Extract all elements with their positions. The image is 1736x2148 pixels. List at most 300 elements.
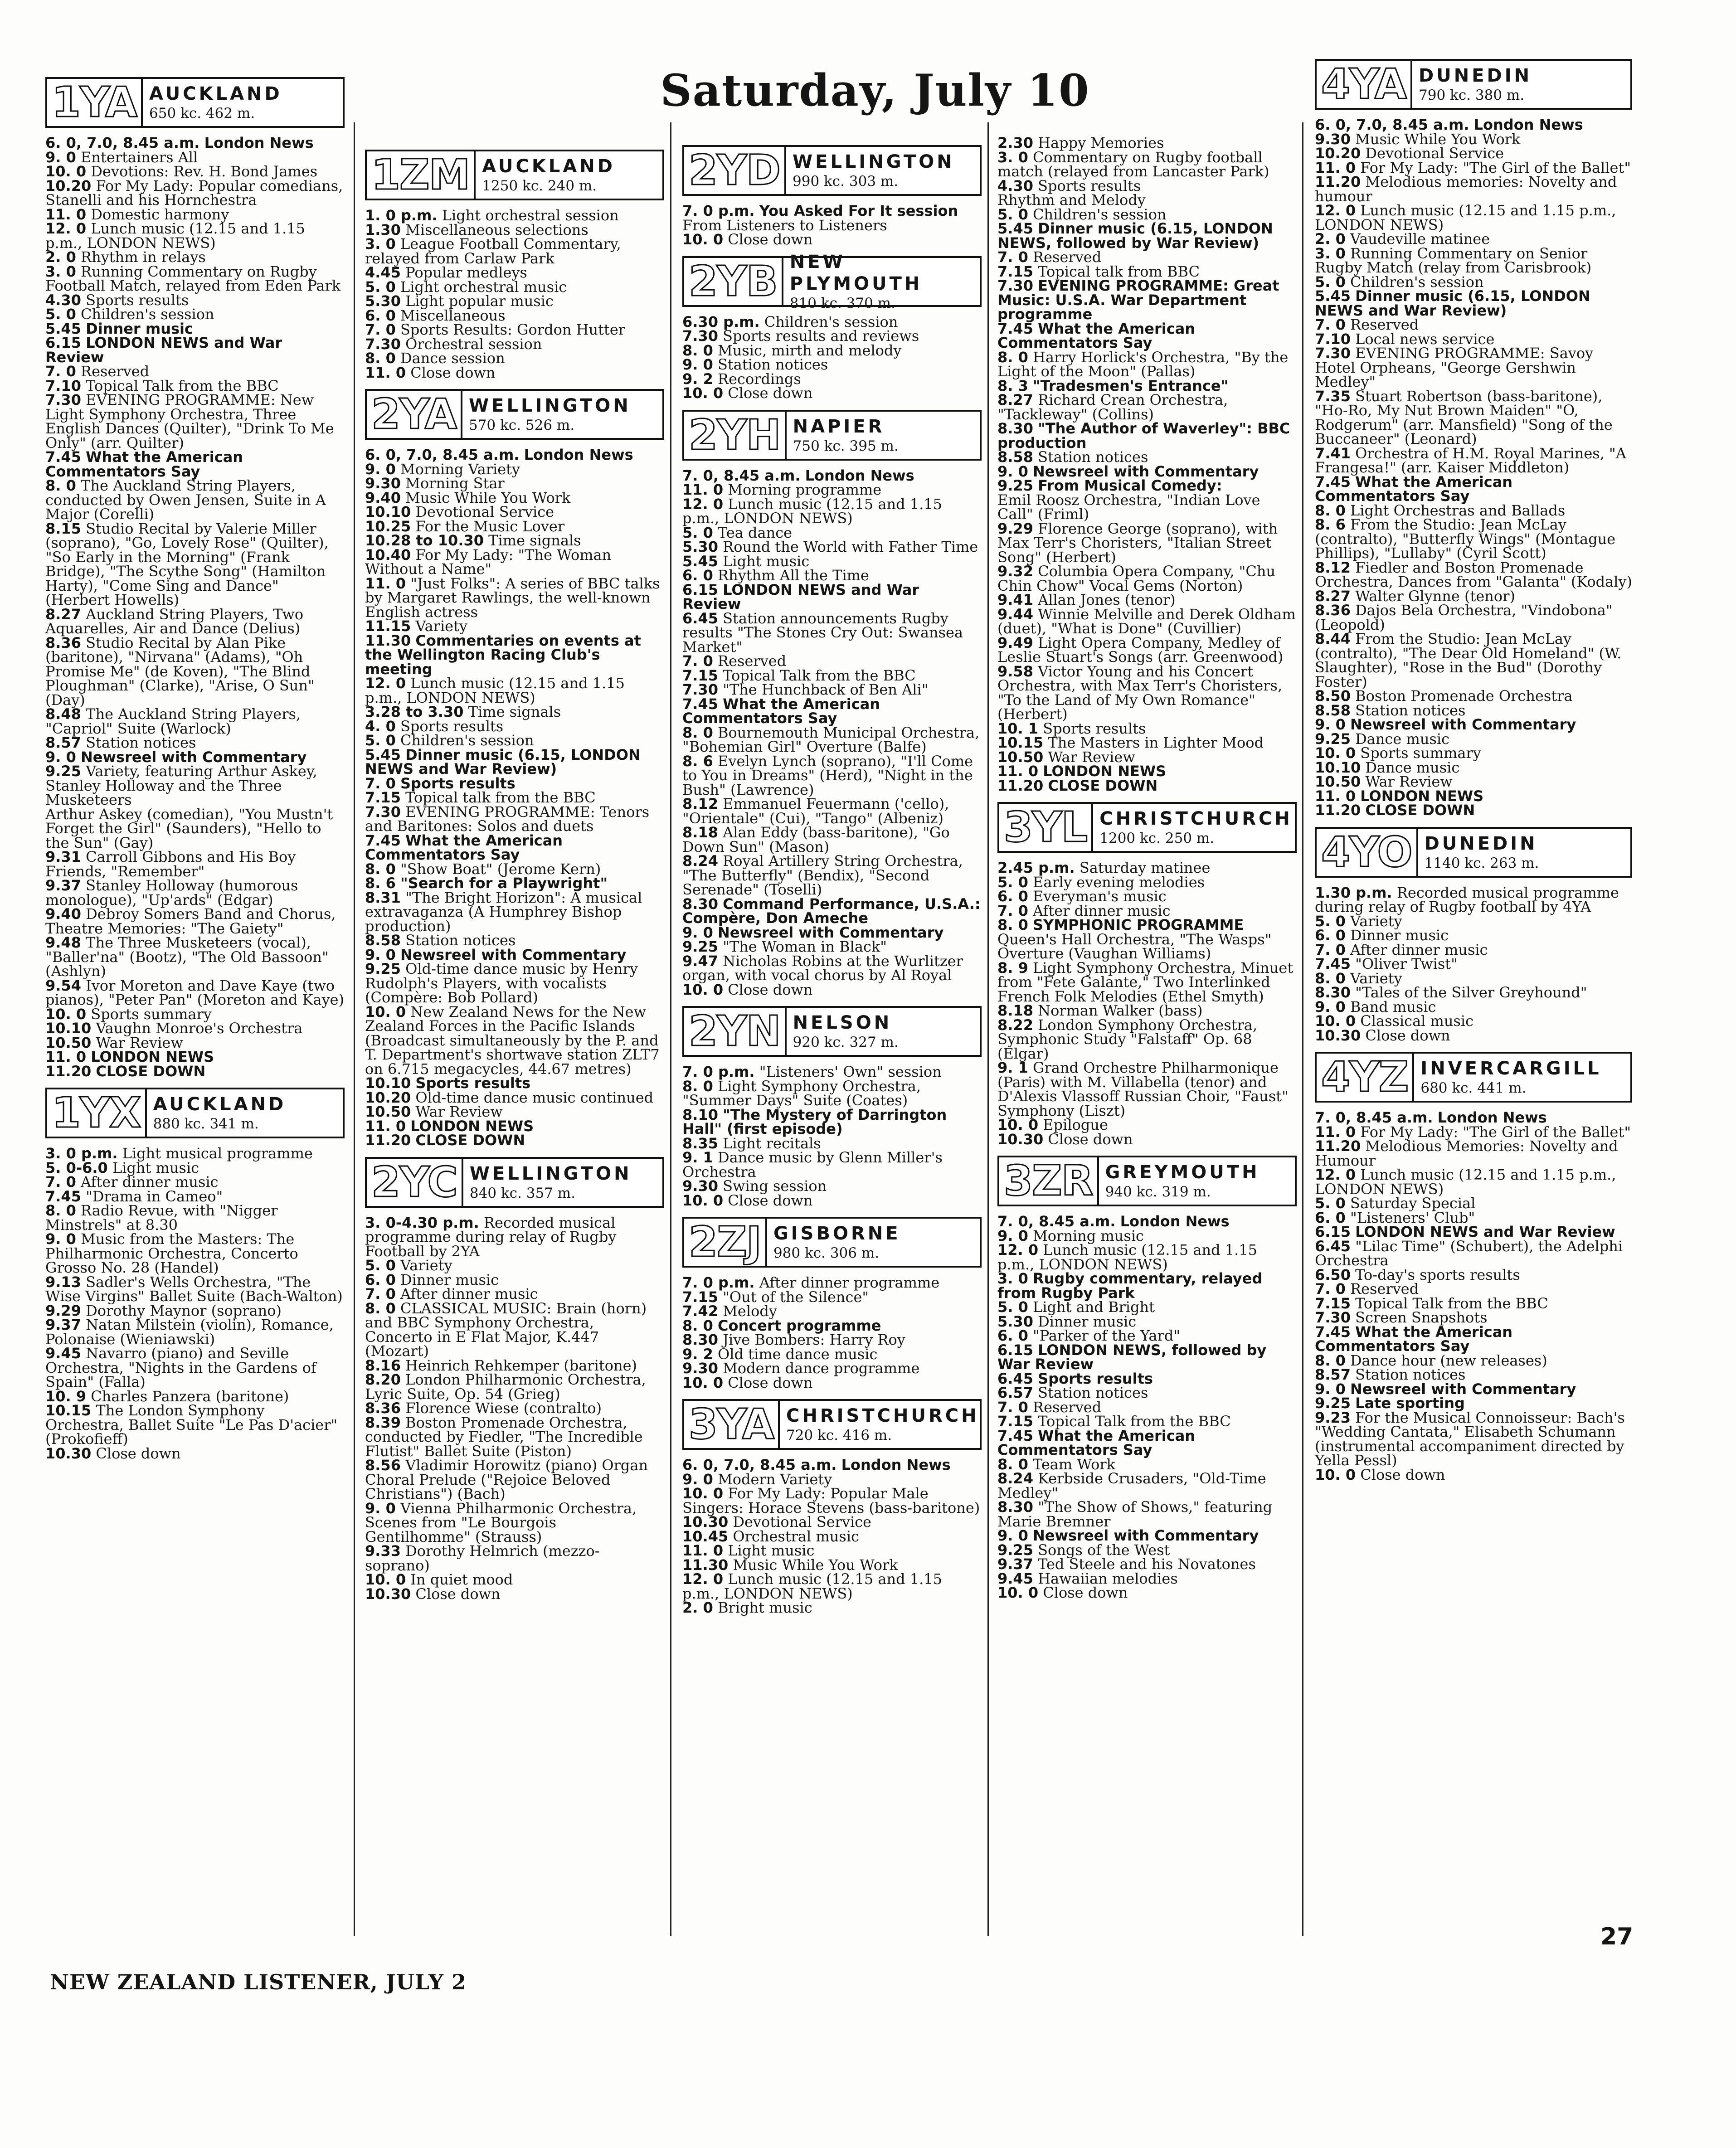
station-header: [365, 1157, 664, 1208]
entry-time: 9.25: [1315, 1395, 1351, 1412]
entry-text: "Listeners' Own" session: [759, 1063, 942, 1080]
station-block: [1315, 59, 1632, 818]
entry-text: For My Lady: "The Girl of the Ballet": [1360, 159, 1631, 176]
station-header: [682, 1399, 982, 1450]
entry-text: Dorothy Maynor (soprano): [86, 1302, 282, 1319]
entry-text: Jive Bombers: Harry Roy: [723, 1331, 905, 1348]
entry-text: For My Lady: Popular comedians, Stanelli and his Hornchestra: [45, 177, 343, 209]
station-block: [682, 410, 982, 997]
entry-text: Dinner music (6.15, LONDON NEWS and War Review): [1315, 287, 1590, 319]
entry-time: 10. 0: [1315, 744, 1356, 762]
programme-entry: [682, 826, 982, 854]
programme-entry: [682, 1572, 982, 1601]
entry-time: 10. 9: [45, 1387, 87, 1405]
entry-time: 7. 0, 8.45 a.m.: [997, 1213, 1116, 1230]
entry-text: Lunch music (12.15 and 1.15 p.m., LONDON NEWS): [1315, 202, 1616, 233]
programme-entry: [1315, 346, 1632, 389]
entry-time: 7. 0: [1315, 941, 1346, 958]
entry-text: Command Performance, U.S.A.: Compère, Don Ameche: [682, 895, 981, 927]
entry-text: Early evening melodies: [1033, 873, 1205, 891]
entry-time: 2. 0: [45, 248, 76, 266]
programme-entry: [997, 1586, 1297, 1600]
entry-time: 11. 0: [45, 205, 87, 223]
entry-time: 7.30: [997, 277, 1033, 294]
station-header: [997, 802, 1297, 853]
entry-text: Topical Talk from the BBC: [1355, 1294, 1548, 1312]
entry-text: Nicholas Robins at the Wurlitzer organ, with vocal chorus by Al Royal: [682, 952, 963, 984]
column-rule: [670, 122, 671, 1936]
entry-text: Lunch music (12.15 and 1.15 p.m., LONDON NEWS): [682, 1570, 942, 1602]
programme-entry: [365, 1373, 664, 1401]
programme-entry: [997, 1472, 1297, 1500]
entry-text: Sadler's Wells Orchestra, "The Wise Virgins" Ballet Suite (Bach-Walton): [45, 1273, 343, 1305]
entry-text: Team Work: [1033, 1455, 1116, 1473]
entry-time: 9.31: [45, 848, 81, 865]
station-header: [1315, 827, 1632, 878]
programme-entry: [365, 1216, 664, 1259]
station-frequency: 840 kc. 357 m.: [469, 1185, 576, 1201]
call-sign: 2YC: [367, 1159, 463, 1206]
entry-text: Topical Talk from the BBC: [86, 377, 279, 394]
entry-time: 9.33: [365, 1542, 401, 1560]
entry-time: 8.27: [1315, 587, 1351, 605]
station-block: [682, 1217, 982, 1390]
entry-time: 5. 0: [1315, 1195, 1346, 1212]
entry-time: 7.15: [682, 666, 718, 684]
entry-text: Rhythm in relays: [81, 248, 206, 266]
entry-time: 10.50: [1315, 773, 1361, 790]
entry-time: 4.30: [997, 177, 1033, 194]
column-rule: [354, 122, 355, 1936]
station-city: AUCKLAND: [149, 83, 282, 104]
programme-entry: [365, 831, 664, 863]
station-block: [365, 150, 664, 380]
entry-time: 10. 0: [1315, 1012, 1356, 1030]
station-frequency: 680 kc. 441 m.: [1420, 1080, 1527, 1096]
entry-time: 6.57: [997, 1384, 1033, 1401]
programme-entry: [45, 1346, 345, 1390]
entry-time: 7. 0 p.m.: [682, 1274, 755, 1291]
station-info: [1418, 829, 1630, 876]
entry-text: Heinrich Rehkemper (baritone): [405, 1356, 637, 1374]
entry-text: "Oliver Twist": [1355, 955, 1458, 972]
entry-time: 4.30: [45, 291, 81, 309]
entry-text: Recordings: [718, 370, 801, 388]
entry-time: 9. 0: [365, 1499, 396, 1517]
programme-entry: [1315, 1325, 1632, 1354]
entry-time: 8. 3: [997, 377, 1028, 394]
entry-text: Ivor Moreton and Dave Kaye (two pianos), "Peter Pan" (Moreton and Kaye): [45, 977, 345, 1008]
entry-text: Music While You Work: [405, 489, 571, 506]
entry-text: Melodious Memories: Novelty and Humour: [1315, 1137, 1618, 1169]
entry-text: Station notices: [1038, 1384, 1148, 1401]
entry-text: LONDON NEWS: [91, 1048, 214, 1065]
entry-text: Reserved: [1350, 316, 1419, 333]
entry-text: London News: [1120, 1213, 1230, 1230]
entry-time: 3. 0-4.30 p.m.: [365, 1214, 479, 1231]
call-sign: 2YA: [367, 391, 462, 438]
entry-text: Music from the Masters: The Philharmonic Orchestra, Concerto Grosso No. 28 (Handel): [45, 1230, 298, 1276]
station-block: [682, 145, 982, 247]
programme-entry: [682, 1487, 982, 1515]
entry-time: 5. 0: [997, 205, 1028, 223]
entry-time: 9.45: [997, 1570, 1033, 1587]
programme-entry: [365, 805, 664, 834]
entry-text: Navarro (piano) and Seville Orchestra, "Nights in the Gardens of Spain" (Falla): [45, 1345, 316, 1390]
entry-time: 6. 0: [997, 888, 1028, 905]
entry-text: Variety: [400, 1257, 452, 1274]
programme-entry: [1315, 475, 1632, 504]
entry-text: Sports results: [86, 291, 189, 309]
entry-time: 9. 2: [682, 1345, 713, 1363]
entry-time: 6. 0: [1315, 927, 1346, 944]
entry-text: Light and Bright: [1033, 1298, 1155, 1316]
entry-time: 7. 0: [365, 774, 396, 792]
entry-time: 9.23: [1315, 1409, 1351, 1426]
entry-text: Songs of the West: [1038, 1541, 1170, 1559]
station-block: [1315, 1052, 1632, 1482]
entry-text: Ted Steele and his Novatones: [1038, 1555, 1256, 1573]
programme-entry: [45, 1318, 345, 1346]
entry-time: 9.48: [45, 934, 81, 951]
entry-text: What the American Commentators Say: [1315, 473, 1513, 505]
station-city: CHRISTCHURCH: [786, 1405, 979, 1426]
entry-time: 9.25: [997, 1541, 1033, 1559]
entry-time: 8.57: [45, 734, 81, 751]
entry-text: Boston Promenade Orchestra, conducted by Fiedler, "The Incredible Flutist" Ballet Suite (Piston): [365, 1414, 643, 1460]
entry-time: 7. 0, 8.45 a.m.: [1315, 1109, 1433, 1126]
programme-entry: [1315, 561, 1632, 589]
entry-text: Lunch music (12.15 and 1.15 p.m., LONDON NEWS): [997, 1241, 1257, 1273]
programme-list: [45, 1147, 345, 1461]
entry-time: 6. 0, 7.0, 8.45 a.m.: [1315, 116, 1469, 133]
entry-text: Walter Glynne (tenor): [1355, 587, 1515, 605]
entry-time: 8.18: [997, 1002, 1033, 1019]
entry-text: Close down: [1048, 1130, 1133, 1148]
programme-entry: [997, 779, 1297, 793]
entry-text: Light Opera Company, Medley of Leslie Stuart's Songs (arr. Greenwood): [997, 634, 1284, 666]
entry-time: 8.30: [997, 420, 1033, 437]
entry-time: 5.45: [682, 552, 718, 570]
entry-time: 7.45: [45, 448, 81, 466]
programme-entry: [997, 1429, 1297, 1458]
entry-text: Morning Variety: [400, 460, 520, 478]
entry-time: 9.25: [997, 477, 1033, 494]
entry-text: LONDON NEWS and War Review: [682, 581, 919, 612]
station-city: DUNEDIN: [1419, 65, 1532, 86]
entry-time: 2.45 p.m.: [997, 859, 1075, 876]
entry-text: "The Woman in Black": [723, 938, 887, 955]
entry-text: What the American Commentators Say: [1315, 1323, 1513, 1355]
entry-text: LONDON NEWS: [1360, 787, 1484, 805]
entry-text: For the Music Lover: [415, 517, 565, 535]
entry-text: Newsreel with Commentary: [718, 923, 944, 941]
entry-time: 3. 0: [1315, 244, 1346, 262]
entry-text: Vaudeville matinee: [1350, 230, 1490, 248]
programme-entry: [682, 497, 982, 526]
entry-time: 10.50: [997, 748, 1044, 766]
station-frequency: 1140 kc. 263 m.: [1424, 855, 1539, 871]
entry-time: 10.50: [45, 1034, 92, 1051]
entry-time: 7.15: [1315, 1294, 1351, 1312]
programme-entry: [365, 237, 664, 266]
entry-text: Light Symphony Orchestra, Minuet from "Fete Galante," Two Interlinked French Folk Melodies (Ethel Smyth): [997, 959, 1293, 1005]
programme-entry: [45, 393, 345, 450]
page-number: 27: [1600, 1923, 1634, 1950]
entry-time: 6.15: [45, 334, 81, 351]
call-sign: 2YN: [684, 1008, 787, 1055]
station-city: NAPIER: [793, 416, 885, 437]
programme-list: [682, 469, 982, 997]
entry-text: Light music: [112, 1159, 199, 1176]
entry-text: Light music: [728, 1542, 815, 1559]
entry-time: 7.30: [1315, 1309, 1351, 1326]
entry-text: War Review: [96, 1034, 183, 1051]
entry-time: 10. 0: [365, 1571, 406, 1588]
entry-text: SYMPHONIC PROGRAMME: [1033, 916, 1244, 933]
entry-time: 10.10: [45, 1020, 92, 1037]
programme-entry: [682, 609, 982, 656]
programme-entry: [1315, 1239, 1632, 1268]
entry-time: 4. 0: [365, 717, 396, 735]
entry-text: Modern dance programme: [723, 1360, 920, 1377]
entry-text: "Lilac Time" (Schubert), the Adelphi Orchestra: [1315, 1237, 1623, 1269]
entry-time: 6.45: [1315, 1237, 1351, 1255]
entry-text: Commentaries on events at the Wellington Racing Club's meeting: [365, 632, 641, 678]
station-block: [997, 802, 1297, 1147]
station-block: [682, 1006, 982, 1208]
entry-text: Topical talk from BBC: [1038, 262, 1200, 280]
entry-time: 2. 0: [1315, 230, 1346, 248]
entry-time: 7.30: [682, 681, 718, 698]
programme-entry: [997, 1061, 1297, 1118]
entry-text: Screen Snapshots: [1355, 1309, 1488, 1326]
entry-time: 7.45: [1315, 1323, 1351, 1341]
programme-list: [682, 1276, 982, 1390]
entry-time: 10.30: [997, 1130, 1044, 1148]
station-frequency: 1250 kc. 240 m.: [482, 178, 597, 194]
entry-text: Sports results: [1043, 719, 1146, 737]
entry-text: "The Mystery of Darrington Hall" (first episode): [682, 1106, 947, 1137]
programme-entry: [997, 607, 1297, 636]
entry-time: 10.30: [1315, 1026, 1361, 1044]
entry-time: 5. 0: [365, 278, 396, 296]
station-header: [45, 1088, 345, 1138]
entry-text: Time signals: [468, 703, 561, 720]
entry-time: 10.15: [997, 734, 1044, 751]
entry-text: Close down: [96, 1444, 181, 1462]
programme-entry: [365, 351, 664, 366]
entry-text: Light musical programme: [122, 1145, 313, 1162]
entry-text: London News: [1473, 116, 1583, 133]
entry-time: 11.15: [365, 617, 411, 635]
programme-entry: [365, 1587, 664, 1602]
entry-text: What the American Commentators Say: [997, 320, 1196, 351]
programme-entry: [365, 1005, 664, 1077]
entry-time: 9.30: [365, 475, 401, 492]
entry-time: 8. 0: [997, 1455, 1028, 1473]
programme-entry: [997, 1500, 1297, 1529]
entry-text: Close down: [728, 981, 813, 998]
entry-time: 8. 0: [682, 1077, 713, 1095]
entry-time: 6.15: [682, 581, 718, 598]
entry-text: Close down: [1365, 1026, 1450, 1044]
programme-entry: [365, 1299, 664, 1360]
entry-text: Newsreel with Commentary: [1350, 1380, 1576, 1398]
programme-entry: [1315, 1468, 1632, 1482]
entry-text: CLOSE DOWN: [1048, 777, 1158, 794]
entry-time: 6. 0: [997, 1327, 1028, 1344]
station-city: NEW PLYMOUTH: [789, 251, 923, 294]
station-frequency: 750 kc. 395 m.: [793, 437, 899, 454]
entry-time: 11.20: [997, 777, 1044, 794]
entry-time: 8.20: [365, 1371, 401, 1388]
programme-entry: [45, 450, 345, 479]
column-1: [45, 77, 345, 1470]
entry-text: In quiet mood: [410, 1571, 513, 1588]
programme-entry: [682, 1179, 982, 1194]
entry-text: Florence George (soprano), with Max Terr's Choristers, "Italian Street Song" (Herbert): [997, 520, 1278, 566]
entry-time: 10.30: [45, 1444, 92, 1462]
programme-entry: [1315, 518, 1632, 561]
station-frequency: 990 kc. 303 m.: [793, 173, 899, 190]
programme-list: [997, 136, 1297, 793]
entry-text: Morning music: [1033, 1227, 1144, 1244]
entry-time: 8.31: [365, 889, 401, 906]
station-frequency: 920 kc. 327 m.: [793, 1034, 899, 1050]
programme-entry: [997, 564, 1297, 593]
programme-entry: [682, 1191, 982, 1209]
entry-time: 7. 0: [1315, 316, 1346, 333]
programme-entry: [45, 179, 345, 208]
entry-text: Devotional Service: [1365, 145, 1504, 162]
entry-text: Dajos Bela Orchestra, "Vindobona" (Leopold): [1315, 602, 1613, 633]
programme-list: [682, 315, 982, 401]
entry-text: Variety: [415, 617, 468, 635]
entry-time: 8.58: [997, 448, 1033, 466]
entry-time: 10. 0: [682, 231, 724, 248]
station-info: [1093, 804, 1295, 851]
call-sign: 2YD: [684, 147, 786, 194]
entry-text: "Drama in Cameo": [86, 1187, 223, 1205]
entry-time: 10. 0: [682, 1374, 724, 1391]
programme-list: [682, 1458, 982, 1615]
entry-text: Columbia Opera Company, "Chu Chin Chow" Vocal Gems (Norton): [997, 563, 1276, 594]
entry-text: Harry Horlick's Orchestra, "By the Light of the Moon" (Pallas): [997, 348, 1289, 380]
entry-text: Station notices: [86, 734, 196, 751]
entry-text: To-day's sports results: [1355, 1266, 1520, 1283]
entry-time: 5.45: [365, 746, 401, 763]
entry-time: 10. 0: [365, 1003, 406, 1021]
entry-text: Running Commentary on Senior Rugby Match (relay from Carisbrook): [1315, 244, 1592, 276]
entry-text: "The Author of Waverley": BBC production: [997, 420, 1290, 452]
entry-time: 5. 0: [45, 306, 76, 323]
programme-entry: [365, 1499, 664, 1545]
entry-text: Light recitals: [723, 1134, 821, 1152]
station-city: WELLINGTON: [793, 151, 955, 172]
entry-time: 5.45: [997, 220, 1033, 237]
station-header: [45, 77, 345, 128]
programme-entry: [45, 1275, 345, 1304]
column-rule: [987, 122, 989, 1936]
programme-entry: [997, 961, 1297, 1004]
programme-entry: [1315, 1026, 1632, 1044]
entry-time: 9.49: [997, 634, 1033, 651]
entry-text: Fiedler and Boston Promenade Orchestra, Dances from "Galanta" (Kodaly): [1315, 559, 1632, 590]
entry-text: Newsreel with Commentary: [1033, 1527, 1259, 1544]
entry-time: 9.37: [997, 1555, 1033, 1573]
entry-time: 8.12: [1315, 559, 1351, 576]
entry-time: 5.30: [682, 538, 718, 555]
station-frequency: 1200 kc. 250 m.: [1099, 830, 1215, 846]
entry-text: Morning Star: [405, 475, 505, 492]
entry-text: "Show Boat" (Jerome Kern): [400, 860, 601, 878]
entry-time: 9.58: [997, 662, 1033, 680]
entry-text: Reserved: [718, 652, 787, 670]
entry-text: Everyman's music: [1033, 888, 1167, 905]
entry-text: Miscellaneous: [400, 306, 506, 324]
entry-time: 9.25: [365, 960, 401, 977]
entry-text: Music, mirth and melody: [718, 341, 902, 359]
entry-text: LONDON NEWS, followed by War Review: [997, 1341, 1267, 1373]
entry-text: New Zealand News for the New Zealand Forces in the Pacific Islands (Broadcast simultaneously by the P. and T. Department's shortwave station ZLT7 on 6.715 megacycles, 44.67 metres): [365, 1003, 660, 1078]
programme-list: [365, 448, 664, 1148]
entry-text: Music While You Work: [733, 1556, 898, 1574]
call-sign: 2YH: [684, 412, 787, 459]
entry-text: London Philharmonic Orchestra, Lyric Suite, Op. 54 (Grieg): [365, 1371, 646, 1403]
programme-entry: [997, 636, 1297, 665]
station-header: [682, 1217, 982, 1268]
station-city: WELLINGTON: [469, 1163, 632, 1184]
entry-time: 9.25: [682, 938, 718, 955]
entry-text: Station notices: [1038, 448, 1148, 466]
entry-time: 9.29: [997, 520, 1033, 537]
station-city: GREYMOUTH: [1105, 1162, 1260, 1183]
entry-time: 11. 0: [365, 364, 406, 381]
programme-list: [682, 204, 982, 247]
entry-text: LONDON NEWS: [410, 1117, 534, 1135]
entry-text: The Auckland String Players, conducted by Owen Jensen, Suite in A Major (Corelli): [45, 477, 326, 523]
entry-text: Devotional Service: [733, 1513, 872, 1531]
programme-entry: [997, 422, 1297, 450]
entry-time: 9. 1: [682, 1149, 713, 1166]
entry-text: "Out of the Silence": [723, 1288, 869, 1306]
call-sign: 1YX: [47, 1089, 147, 1137]
entry-text: Music While You Work: [1355, 130, 1521, 148]
entry-time: 9.30: [682, 1177, 718, 1195]
programme-entry: [682, 1079, 982, 1108]
entry-time: 5. 0: [365, 732, 396, 749]
entry-text: Natan Milstein (violin), Romance, Polonaise (Wieniawski): [45, 1316, 334, 1348]
entry-text: From the Studio: Jean McLay (contralto), "The Dear Old Homeland" (W. Slaughter), "Rose in the Bud" (Dorothy Foster): [1315, 630, 1622, 690]
entry-time: 9. 0: [682, 1470, 713, 1488]
entry-text: Royal Artillery String Orchestra, "The Butterfly" (Bendix), "Second Serenade" (Toselli): [682, 852, 963, 898]
programme-entry: [682, 954, 982, 983]
programme-entry: [45, 222, 345, 250]
entry-text: Round the World with Father Time: [723, 538, 978, 555]
entry-text: Band music: [1350, 998, 1436, 1016]
entry-time: 10.20: [1315, 145, 1361, 162]
entry-text: Devotional Service: [415, 503, 554, 520]
entry-time: 6.45: [682, 609, 718, 627]
entry-text: "Tradesmen's Entrance": [1033, 377, 1229, 394]
entry-time: 9. 0: [1315, 998, 1346, 1016]
entry-time: 11. 0: [1315, 159, 1356, 176]
entry-text: LONDON NEWS: [1043, 763, 1167, 780]
entry-time: 6.15: [1315, 1223, 1351, 1240]
entry-time: 10.25: [365, 517, 411, 535]
entry-time: 8.18: [682, 824, 718, 841]
